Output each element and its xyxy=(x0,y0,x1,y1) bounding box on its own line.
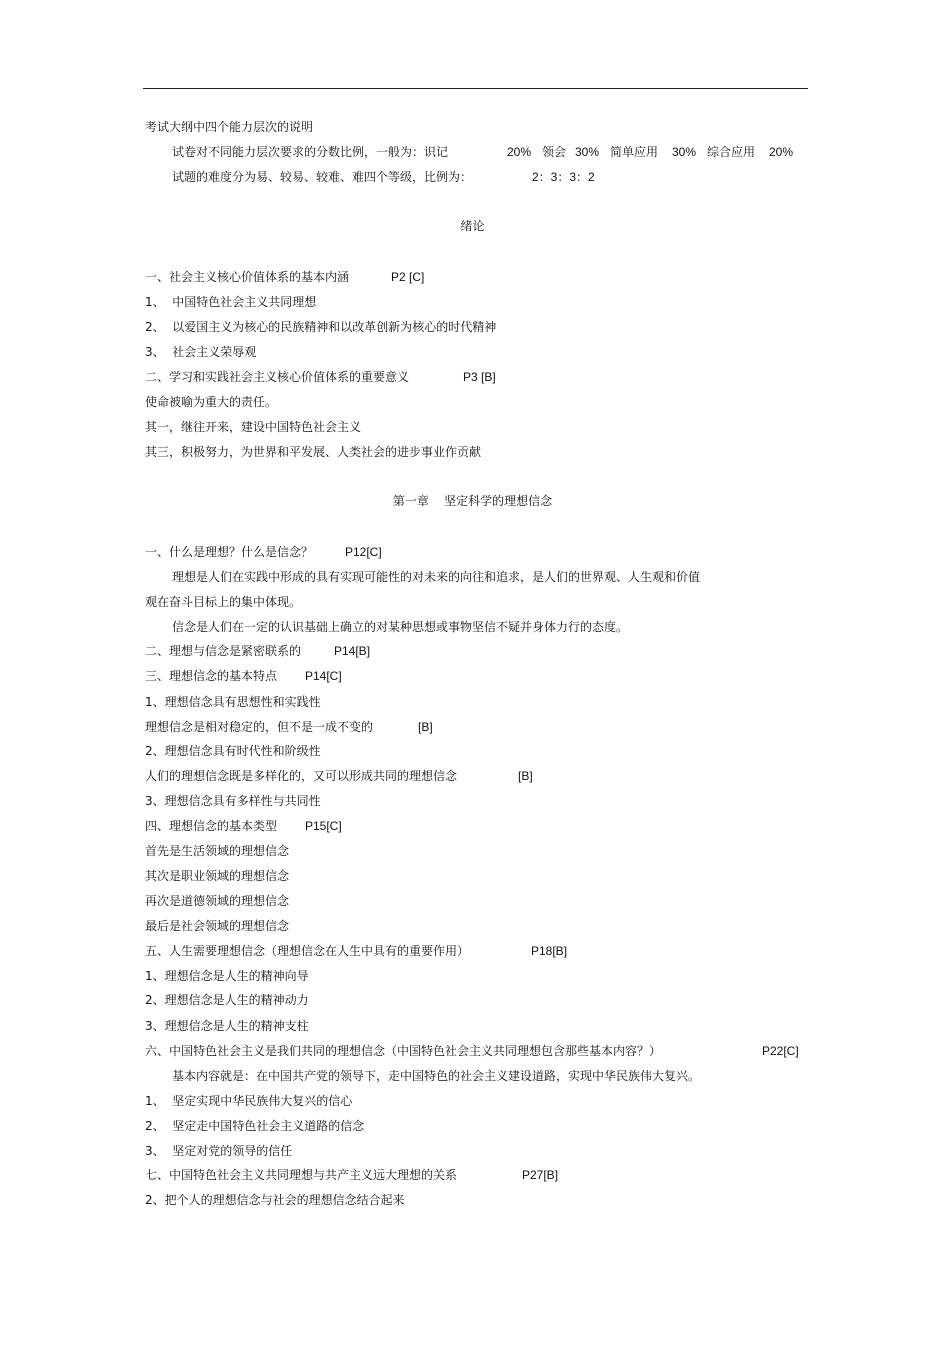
list-item: 2、理想信念具有时代性和阶级性 xyxy=(145,744,321,758)
difficulty-values: 2：3：3：2 xyxy=(532,170,595,184)
difficulty-text: 试题的难度分为易、较易、较难、难四个等级，比例为： xyxy=(172,170,473,184)
page-ref: P18[B] xyxy=(531,944,568,958)
ratio-label-simple: 简单应用 xyxy=(610,145,659,159)
list-item: 2、把个人的理想信念与社会的理想信念结合起来 xyxy=(145,1193,405,1207)
list-item: 3、理想信念具有多样性与共同性 xyxy=(145,794,321,808)
page-ref: P12[C] xyxy=(345,545,382,559)
paragraph: 理想信念是相对稳定的，但不是一成不变的 xyxy=(145,720,374,734)
list-item: 3、 坚定对党的领导的信任 xyxy=(145,1144,293,1158)
level-ref: [B] xyxy=(418,720,433,734)
section-heading: 六、中国特色社会主义是我们共同的理想信念（中国特色社会主义共同理想包含那些基本内容？） xyxy=(145,1044,662,1058)
page-ref: P27[B] xyxy=(522,1168,559,1182)
section-heading: 二、学习和实践社会主义核心价值体系的重要意义 xyxy=(145,370,410,384)
list-item: 1、理想信念是人生的精神向导 xyxy=(145,969,309,983)
ratio-value-recall: 20% xyxy=(507,145,532,159)
ratio-label-comprehensive: 综合应用 xyxy=(707,145,756,159)
paragraph: 其三，积极努力，为世界和平发展、人类社会的进步事业作贡献 xyxy=(145,445,482,459)
paragraph: 使命被喻为重大的责任。 xyxy=(145,395,278,409)
intro-chapter-title: 绪论 xyxy=(460,219,485,233)
ratio-value-comprehensive: 20% xyxy=(769,145,794,159)
list-item: 2、 以爱国主义为核心的民族精神和以改革创新为核心的时代精神 xyxy=(145,320,497,334)
paragraph: 理想是人们在实践中形成的具有实现可能性的对未来的向往和追求，是人们的世界观、人生观和价值 xyxy=(172,570,701,584)
section-heading: 三、理想信念的基本特点 xyxy=(145,669,278,683)
paragraph: 信念是人们在一定的认识基础上确立的对某种思想或事物坚信不疑并身体力行的态度。 xyxy=(172,620,629,634)
section-heading: 二、理想与信念是紧密联系的 xyxy=(145,644,302,658)
section-heading: 五、人生需要理想信念（理想信念在人生中具有的重要作用） xyxy=(145,944,470,958)
page-ref: P3 [B] xyxy=(463,370,496,384)
list-item: 3、理想信念是人生的精神支柱 xyxy=(145,1019,309,1033)
list-item: 1、 中国特色社会主义共同理想 xyxy=(145,295,317,309)
list-item: 再次是道德领域的理想信念 xyxy=(145,894,290,908)
section-heading: 七、中国特色社会主义共同理想与共产主义远大理想的关系 xyxy=(145,1168,458,1182)
ratio-value-understand: 30% xyxy=(575,145,600,159)
chapter-title: 第一章 坚定科学的理想信念 xyxy=(392,494,553,508)
paragraph: 基本内容就是：在中国共产党的领导下，走中国特色的社会主义建设道路，实现中华民族伟大复兴。 xyxy=(172,1069,701,1083)
paragraph: 观在奋斗目标上的集中体现。 xyxy=(145,595,302,609)
ratio-text: 试卷对不同能力层次要求的分数比例，一般为：识记 xyxy=(172,145,449,159)
list-item: 最后是社会领域的理想信念 xyxy=(145,919,290,933)
list-item: 其次是职业领域的理想信念 xyxy=(145,869,290,883)
list-item: 2、 坚定走中国特色社会主义道路的信念 xyxy=(145,1119,365,1133)
list-item: 1、 坚定实现中华民族伟大复兴的信心 xyxy=(145,1094,353,1108)
section-heading: 一、社会主义核心价值体系的基本内涵 xyxy=(145,270,350,284)
list-item: 首先是生活领域的理想信念 xyxy=(145,844,290,858)
level-ref: [B] xyxy=(518,769,533,783)
section-heading: 一、什么是理想？什么是信念？ xyxy=(145,545,314,559)
page-ref: P2 [C] xyxy=(391,270,425,284)
paragraph: 其一，继往开来，建设中国特色社会主义 xyxy=(145,420,362,434)
page-ref: P14[C] xyxy=(305,669,342,683)
ratio-value-simple: 30% xyxy=(672,145,697,159)
page-ref: P15[C] xyxy=(305,819,342,833)
ratio-label-understand: 领会 xyxy=(542,145,567,159)
paragraph: 人们的理想信念既是多样化的，又可以形成共同的理想信念 xyxy=(145,769,458,783)
list-item: 2、理想信念是人生的精神动力 xyxy=(145,993,309,1007)
intro-heading: 考试大纲中四个能力层次的说明 xyxy=(145,120,314,134)
header-rule xyxy=(143,88,808,89)
list-item: 1、理想信念具有思想性和实践性 xyxy=(145,695,321,709)
section-heading: 四、理想信念的基本类型 xyxy=(145,819,278,833)
page-ref: P22[C] xyxy=(762,1044,799,1058)
list-item: 3、 社会主义荣辱观 xyxy=(145,345,257,359)
page-ref: P14[B] xyxy=(334,644,371,658)
